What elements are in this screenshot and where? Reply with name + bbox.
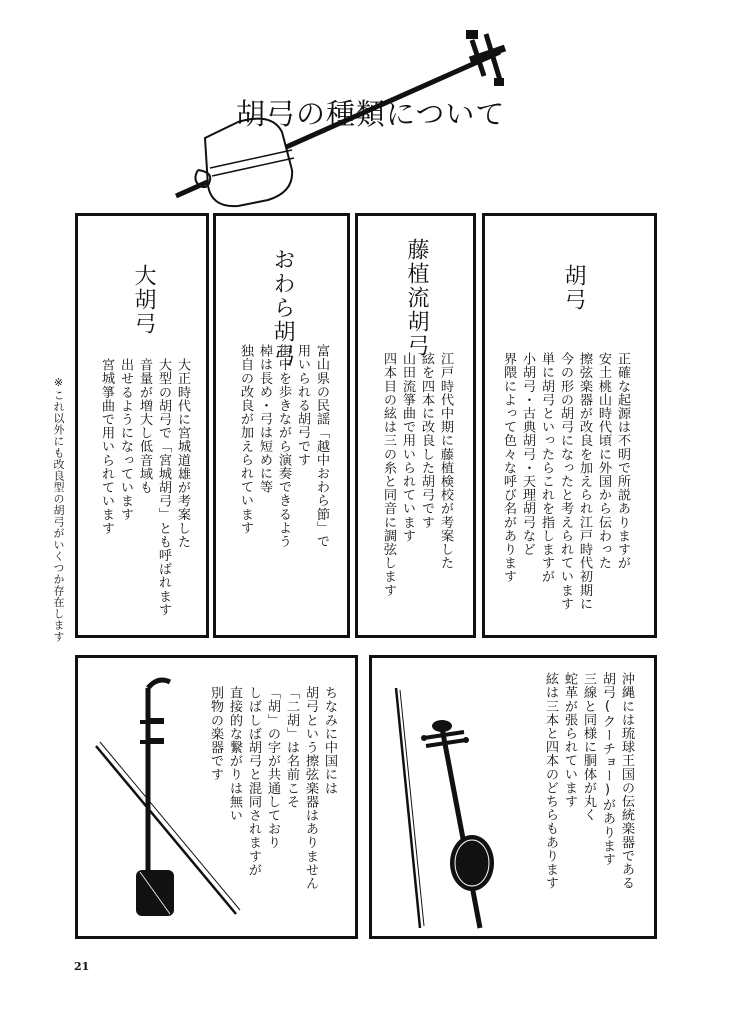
body-line: 単に胡弓といったらこれを指しますが: [539, 352, 554, 584]
kucho-illustration: [372, 658, 532, 938]
body-line: 四本目の絃は三の糸と同音に調弦します: [381, 352, 396, 597]
body-line: 大型の胡弓で「宮城胡弓」とも呼ばれます: [156, 358, 171, 617]
body-line: 「胡」の字が共通しており: [265, 686, 280, 850]
okinawa-text: [541, 672, 636, 922]
body-line: 直接的な繋がりは無い: [227, 686, 242, 822]
body-line: 山田流箏曲で用いられています: [400, 352, 415, 543]
body-line: 胡弓という擦弦楽器はありません: [303, 686, 318, 890]
body-line: 用いられる胡弓です: [295, 344, 310, 467]
section-body: [379, 352, 455, 622]
body-line: 蛇革が張られています: [562, 672, 577, 808]
body-line: しばしば胡弓と混同されますが: [246, 686, 261, 877]
body-line: 棹は長め・弓は短めに等: [257, 344, 272, 494]
body-line: 三線と同様に胴体が丸く: [581, 672, 596, 822]
section-body: [499, 352, 632, 622]
body-line: 出せるようになっています: [118, 358, 133, 522]
section-body: [97, 358, 192, 628]
body-line: 安土桃山時代頃に外国から伝わった: [596, 352, 611, 570]
section-body: [236, 344, 331, 614]
section-heading: おわら胡弓: [270, 248, 295, 368]
body-line: 正確な起源は不明で所説ありますが: [615, 352, 630, 570]
body-line: ちなみに中国には: [322, 686, 337, 795]
section-box-owara: [213, 213, 350, 638]
section-box-fujiue: [355, 213, 476, 638]
section-heading: 胡弓: [561, 264, 586, 312]
body-line: 今の形の胡弓になったと考えられています: [558, 352, 573, 611]
body-line: 別物の楽器です: [208, 686, 223, 782]
body-line: 宮城箏曲で用いられています: [99, 358, 114, 535]
section-box-daikokyu: [75, 213, 209, 638]
china-box: [75, 655, 358, 939]
section-heading: 藤植流胡弓: [404, 238, 429, 358]
body-line: 擦弦楽器が改良を加えられ江戸時代初期に: [577, 352, 592, 611]
side-note: ※これ以外にも改良型の胡弓がいくつか存在します: [52, 376, 65, 643]
body-line: 街中を歩きながら演奏できるよう: [276, 344, 291, 548]
body-line: 小胡弓・古典胡弓・天理胡弓など: [520, 352, 535, 556]
body-line: 大正時代に宮城道雄が考案した: [175, 358, 190, 549]
body-line: 富山県の民謡「越中おわら節」で: [314, 344, 329, 548]
body-line: 沖縄には琉球王国の伝統楽器である: [619, 672, 634, 890]
body-line: 界隈によって色々な呼び名があります: [501, 352, 516, 584]
body-line: 胡弓(クーチョー)があります: [600, 672, 615, 866]
section-box-kokyu: [482, 213, 657, 638]
body-line: 絃を四本に改良した胡弓です: [419, 352, 434, 529]
body-line: 音量が増大し低音域も: [137, 358, 152, 494]
section-heading: 大胡弓: [131, 264, 156, 336]
body-line: 「二胡」は名前こそ: [284, 686, 299, 809]
page-title: 胡弓の種類について: [236, 97, 506, 131]
erhu-illustration: [78, 658, 248, 938]
body-line: 絃は三本と四本のどちらもあります: [543, 672, 558, 890]
page-number: 21: [74, 960, 90, 973]
okinawa-box: [369, 655, 657, 939]
body-line: 江戸時代中期に藤植検校が考案した: [438, 352, 453, 570]
body-line: 独自の改良が加えられています: [238, 344, 253, 535]
